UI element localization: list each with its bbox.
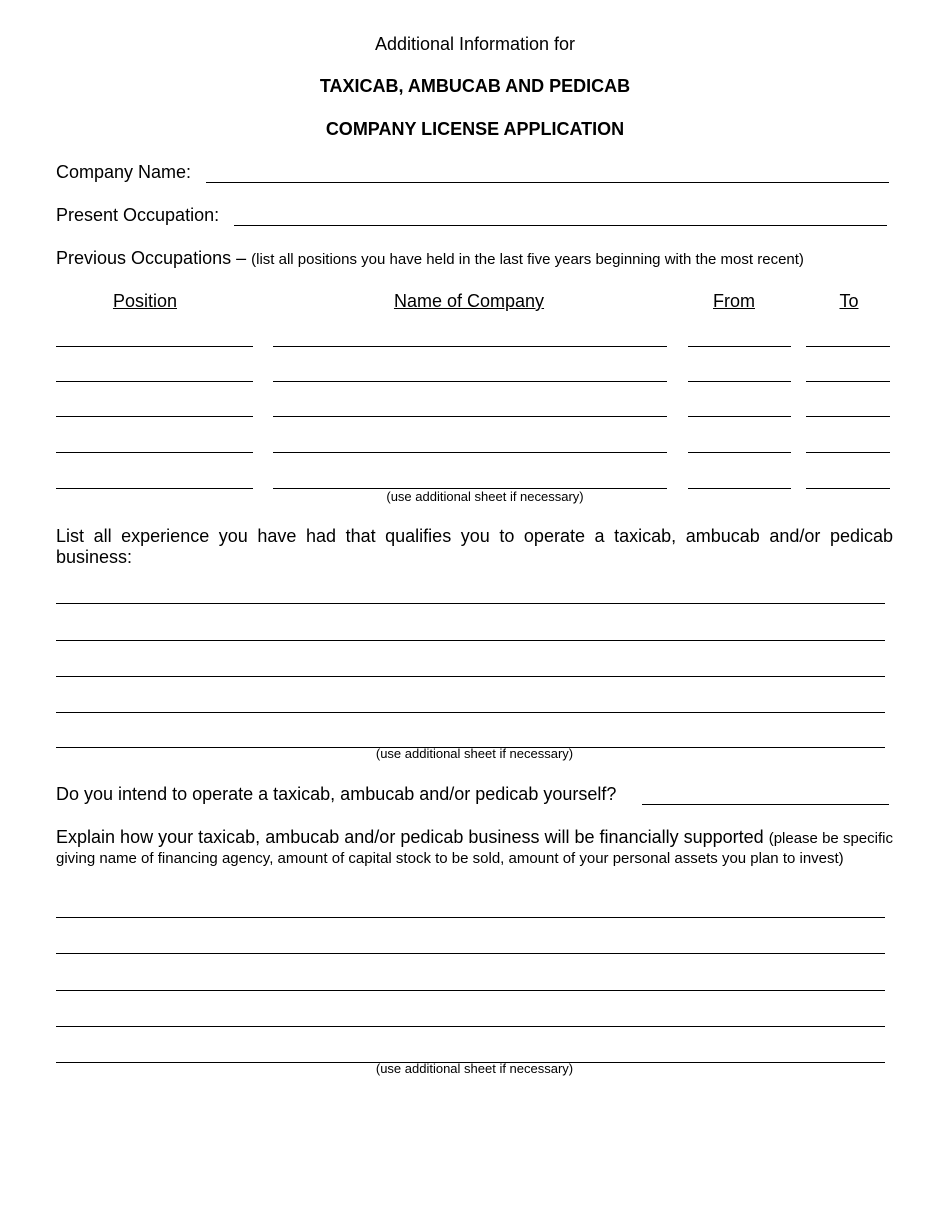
financing-instruction: (please be specific giving name of financing agency, amount of capital stock to be sold, amount of your personal assets you plan to invest) <box>56 830 893 867</box>
column-company: Name of Company <box>393 291 545 311</box>
financing-question <box>56 828 893 868</box>
additional-sheet-note: (use additional sheet if necessary) <box>375 746 574 761</box>
from-field[interactable] <box>688 400 791 417</box>
additional-sheet-note: (use additional sheet if necessary) <box>375 1061 574 1076</box>
column-position: Position <box>112 291 178 311</box>
to-field[interactable] <box>806 436 890 453</box>
position-field[interactable] <box>56 472 253 489</box>
from-field[interactable] <box>688 436 791 453</box>
from-field[interactable] <box>688 365 791 382</box>
form-subtitle: Additional Information for <box>374 34 576 54</box>
from-field[interactable] <box>688 472 791 489</box>
experience-line[interactable] <box>56 587 885 604</box>
company-field[interactable] <box>273 400 667 417</box>
position-field[interactable] <box>56 436 253 453</box>
financing-line[interactable] <box>56 901 885 918</box>
form-title: TAXICAB, AMBUCAB AND PEDICAB <box>319 76 631 96</box>
to-field[interactable] <box>806 330 890 347</box>
experience-question: List all experience you have had that qualifies you to operate a taxicab, ambucab and/or pedicab business: <box>56 526 893 567</box>
to-field[interactable] <box>806 472 890 489</box>
previous-occupations-heading <box>56 248 804 269</box>
position-field[interactable] <box>56 330 253 347</box>
experience-line[interactable] <box>56 696 885 713</box>
experience-line[interactable] <box>56 624 885 641</box>
financing-line[interactable] <box>56 937 885 954</box>
to-field[interactable] <box>806 400 890 417</box>
previous-occupations-instruction: (list all positions you have held in the last five years beginning with the most recent) <box>251 251 804 268</box>
additional-sheet-note: (use additional sheet if necessary) <box>386 489 584 504</box>
from-field[interactable] <box>688 330 791 347</box>
position-field[interactable] <box>56 400 253 417</box>
company-name-label: Company Name: <box>56 162 192 182</box>
company-field[interactable] <box>273 436 667 453</box>
company-field[interactable] <box>273 365 667 382</box>
company-field[interactable] <box>273 472 667 489</box>
financing-question-text: Explain how your taxicab, ambucab and/or pedicab business will be financially supported <box>56 827 764 847</box>
intend-question: Do you intend to operate a taxicab, ambucab and/or pedicab yourself? <box>56 784 617 804</box>
column-to: To <box>839 291 859 311</box>
form-title-2: COMPANY LICENSE APPLICATION <box>325 119 625 139</box>
position-field[interactable] <box>56 365 253 382</box>
to-field[interactable] <box>806 365 890 382</box>
financing-line[interactable] <box>56 974 885 991</box>
company-name-field[interactable] <box>206 164 889 183</box>
previous-occupations-label: Previous Occupations – <box>56 248 247 268</box>
financing-line[interactable] <box>56 1010 885 1027</box>
intend-answer-field[interactable] <box>642 786 889 805</box>
present-occupation-label: Present Occupation: <box>56 205 220 225</box>
company-field[interactable] <box>273 330 667 347</box>
column-from: From <box>713 291 755 311</box>
present-occupation-field[interactable] <box>234 207 887 226</box>
experience-line[interactable] <box>56 660 885 677</box>
